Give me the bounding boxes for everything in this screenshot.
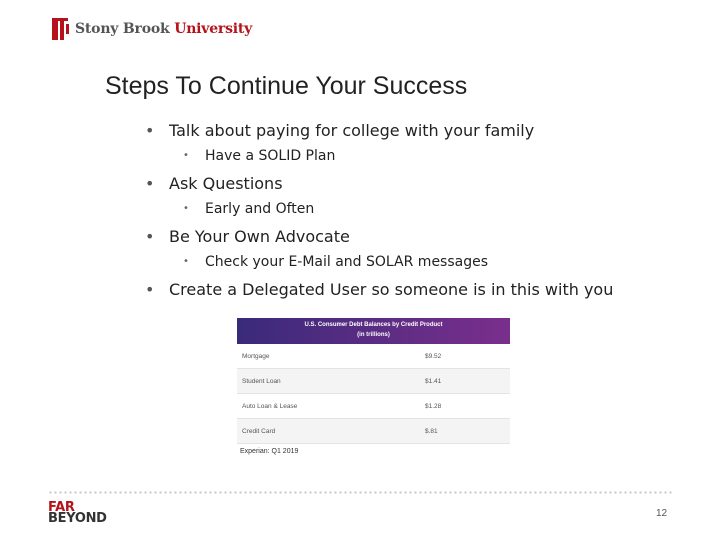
far-beyond-logo (48, 502, 107, 524)
row-category: Credit Card (242, 427, 276, 435)
table-row (237, 344, 510, 369)
footer-divider (48, 491, 672, 494)
far-beyond-line2: BEYOND (48, 511, 107, 526)
logo-wordmark (75, 21, 252, 37)
row-category: Auto Loan & Lease (242, 402, 298, 410)
logo-name: Stony Brook (75, 21, 170, 37)
row-category: Mortgage (242, 352, 270, 360)
row-category: Student Loan (242, 377, 281, 385)
table-source: Experian: Q1 2019 (240, 448, 299, 455)
sub-bullet-2: • Early and Often (145, 200, 615, 218)
bullet-4: • Create a Delegated User so someone is in this with you (145, 279, 615, 300)
debt-table-subtitle: (in trillions) (357, 332, 390, 338)
far-beyond-line1: FAR (48, 500, 75, 515)
university-logo (50, 14, 252, 44)
seal-icon (50, 16, 70, 42)
slide-title: Steps To Continue Your Success (105, 72, 468, 100)
sub-bullet-3: • Check your E-Mail and SOLAR messages (145, 253, 615, 271)
row-value: $1.28 (425, 402, 442, 410)
row-value: $1.41 (425, 377, 442, 385)
logo-suffix: University (174, 21, 253, 37)
debt-table (237, 318, 510, 444)
row-value: $.81 (425, 427, 438, 435)
bullet-1: • Talk about paying for college with your family (145, 120, 615, 141)
bullet-2: • Ask Questions (145, 173, 615, 194)
row-value: $9.52 (425, 352, 442, 360)
table-row (237, 419, 510, 444)
debt-table-title: U.S. Consumer Debt Balances by Credit Product (304, 322, 443, 328)
sub-bullet-1: • Have a SOLID Plan (145, 147, 615, 165)
page-number: 12 (656, 508, 668, 519)
table-row (237, 369, 510, 394)
bullet-3: • Be Your Own Advocate (145, 226, 615, 247)
table-row (237, 394, 510, 419)
bullet-list (145, 120, 615, 300)
debt-table-header (237, 318, 510, 344)
debt-table-body (237, 344, 510, 444)
